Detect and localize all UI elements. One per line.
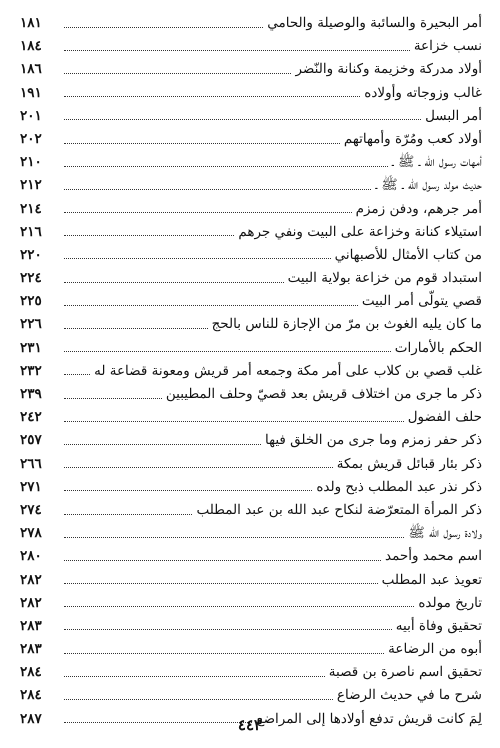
toc-entry-page: ٢٠١: [20, 107, 42, 124]
toc-entry: [20, 684, 482, 707]
toc-entry-title: ولادة رسول الله ﷺ: [408, 525, 482, 542]
toc-entry-page: ٢٣٩: [20, 386, 42, 402]
table-of-contents: [20, 12, 482, 731]
toc-entry: [20, 267, 482, 290]
toc-entry: [20, 244, 482, 267]
dot-leader: [64, 374, 90, 375]
toc-entry-title: حلف الفضول: [407, 409, 482, 426]
toc-entry-title: أمر البسل: [425, 107, 482, 124]
dot-leader: [64, 537, 404, 538]
toc-entry: [20, 360, 482, 383]
toc-entry-title: أولاد مدركة وخزيمة وكنانة والنّضر: [295, 61, 482, 78]
toc-entry: [20, 58, 482, 81]
toc-entry-page: ٢٧١: [20, 478, 42, 495]
toc-entry-title: تعويذ عبد المطلب: [381, 571, 482, 588]
toc-entry: [20, 499, 482, 522]
toc-entry-page: ٢٢٥: [20, 293, 42, 310]
toc-entry-page: ٢٥٧: [20, 432, 42, 449]
toc-entry-title: ذكر المرأة المتعرّضة لنكاح عبد الله بن عبد المطلب: [196, 501, 482, 518]
toc-entry-title: نسب خزاعة: [413, 38, 482, 55]
toc-entry: [20, 476, 482, 499]
toc-entry: [20, 661, 482, 684]
toc-entry: [20, 383, 482, 406]
toc-entry-title: أمر جرهم، ودفن زمزم: [355, 200, 482, 217]
toc-entry-page: ٢٢٠: [20, 246, 42, 263]
dot-leader: [64, 514, 192, 515]
toc-entry-page: ٢٢٦: [20, 316, 42, 333]
toc-entry: [20, 313, 482, 336]
page-number: ٤٤٣: [237, 716, 263, 734]
toc-entry-page: ٢٨٤: [20, 664, 42, 681]
toc-entry-title: أبوه من الرضاعة: [388, 641, 482, 658]
toc-entry-title: تحقيق وفاة أبيه: [395, 617, 482, 634]
toc-entry: [20, 35, 482, 58]
dot-leader: [64, 653, 384, 654]
toc-entry-page: ٢١٤: [20, 200, 42, 217]
dot-leader: [64, 73, 291, 74]
dot-leader: [64, 444, 261, 445]
toc-entry-title: أمهات رسول الله ـ ﷺ ـ: [391, 154, 482, 171]
dot-leader: [64, 606, 414, 607]
toc-entry: [20, 429, 482, 452]
toc-entry-title: قصي يتولّى أمر البيت: [361, 293, 482, 310]
dot-leader: [64, 699, 333, 700]
toc-entry: [20, 337, 482, 360]
dot-leader: [64, 189, 371, 190]
toc-entry: [20, 569, 482, 592]
dot-leader: [64, 166, 388, 167]
dot-leader: [64, 583, 378, 584]
toc-entry-page: ٢٢٤: [20, 270, 42, 287]
dot-leader: [64, 282, 284, 283]
toc-entry-page: ٢١٠: [20, 154, 42, 171]
toc-entry: [20, 198, 482, 221]
toc-entry-title: غلب قصي بن كلاب على أمر مكة وجمعه أمر قريش ومعونة قضاعة له: [94, 362, 482, 379]
toc-entry-title: شرح ما في حديث الرضاع: [336, 687, 482, 704]
toc-entry-title: استيلاء كنانة وخزاعة على البيت ونفي جرهم: [238, 223, 482, 240]
toc-entry-page: ١٩١: [20, 84, 42, 101]
toc-entry-title: استبداد قوم من خزاعة بولاية البيت: [287, 270, 482, 287]
toc-entry-page: ٢٤٢: [20, 409, 42, 426]
toc-entry-page: ١٨٦: [20, 61, 42, 78]
toc-entry-page: ١٨١: [20, 15, 42, 31]
toc-entry: [20, 221, 482, 244]
toc-entry: [20, 615, 482, 638]
toc-entry: [20, 638, 482, 661]
toc-entry-page: ٢٨٧: [20, 710, 42, 727]
dot-leader: [64, 258, 331, 259]
dot-leader: [64, 676, 325, 677]
toc-entry-title: من كتاب الأمثال للأصبهاني: [334, 246, 482, 263]
toc-entry: [20, 453, 482, 476]
toc-entry-title: اسم محمد وأحمد: [385, 548, 482, 565]
toc-entry-page: ٢٠٢: [20, 130, 42, 147]
toc-entry-page: ٢١٦: [20, 223, 42, 240]
toc-entry: [20, 174, 482, 197]
dot-leader: [64, 27, 263, 28]
dot-leader: [64, 629, 392, 630]
toc-entry-page: ٢٨٣: [20, 617, 42, 634]
dot-leader: [64, 96, 360, 97]
toc-entry: [20, 592, 482, 615]
toc-entry-title: ذكر نذر عبد المطلب ذبح ولده: [316, 478, 482, 495]
toc-entry: [20, 522, 482, 545]
dot-leader: [64, 490, 312, 491]
toc-entry-page: ٢٨٣: [20, 641, 42, 658]
toc-entry-page: ٢٨٢: [20, 571, 42, 588]
toc-entry-title: الحكم بالأمارات: [394, 339, 482, 356]
dot-leader: [64, 398, 162, 399]
toc-entry: [20, 406, 482, 429]
toc-entry-page: ٢٨٠: [20, 548, 42, 565]
toc-entry: [20, 290, 482, 313]
toc-entry-title: ذكر بئار قبائل قريش بمكة: [336, 455, 482, 472]
toc-entry-title: ما كان يليه الغوث بن مرّ من الإجازة للناس بالحج: [211, 316, 482, 333]
dot-leader: [64, 467, 333, 468]
toc-entry-page: ٢٣٢: [20, 362, 42, 379]
toc-entry-title: تاريخ مولده: [418, 594, 482, 611]
dot-leader: [64, 328, 208, 329]
dot-leader: [64, 143, 340, 144]
toc-entry-title: لِمَ كانت قريش تدفع أولادها إلى المراضع: [256, 710, 482, 727]
toc-entry-page: ١٨٤: [20, 38, 42, 55]
toc-entry-title: غالب وزوجاته وأولاده: [364, 84, 482, 101]
toc-entry-page: ٢٨٢: [20, 594, 42, 611]
toc-entry-page: ٢٧٨: [20, 525, 42, 542]
toc-entry: [20, 82, 482, 105]
dot-leader: [64, 305, 358, 306]
toc-entry-page: ٢٨٤: [20, 687, 42, 704]
toc-entry-page: ٢٦٦: [20, 455, 42, 472]
dot-leader: [64, 212, 352, 213]
toc-entry-title: حديث مولد رسول الله ـ ﷺ ـ: [375, 177, 482, 194]
toc-entry: [20, 128, 482, 151]
dot-leader: [64, 421, 404, 422]
toc-entry: [20, 545, 482, 568]
toc-entry-page: ٢٧٤: [20, 501, 42, 518]
dot-leader: [64, 50, 410, 51]
toc-entry-title: تحقيق اسم ناصرة بن قصبة: [328, 664, 482, 681]
dot-leader: [64, 351, 391, 352]
dot-leader: [64, 235, 234, 236]
toc-entry-title: ذكر حفر زمزم وما جرى من الخلق فيها: [264, 432, 482, 449]
toc-entry: [20, 12, 482, 35]
toc-entry: [20, 105, 482, 128]
dot-leader: [64, 119, 421, 120]
toc-entry: [20, 151, 482, 174]
toc-entry-title: أولاد كعب ومُرّة وأمهاتهم: [343, 130, 482, 147]
toc-entry-page: ٢٣١: [20, 339, 42, 356]
dot-leader: [64, 560, 381, 561]
toc-entry-title: ذكر ما جرى من اختلاف قريش بعد قصيّ وحلف المطيبين: [165, 386, 482, 402]
toc-entry-page: ٢١٢: [20, 177, 42, 194]
toc-entry-title: أمر البحيرة والسائبة والوصيلة والحامي: [267, 15, 482, 31]
